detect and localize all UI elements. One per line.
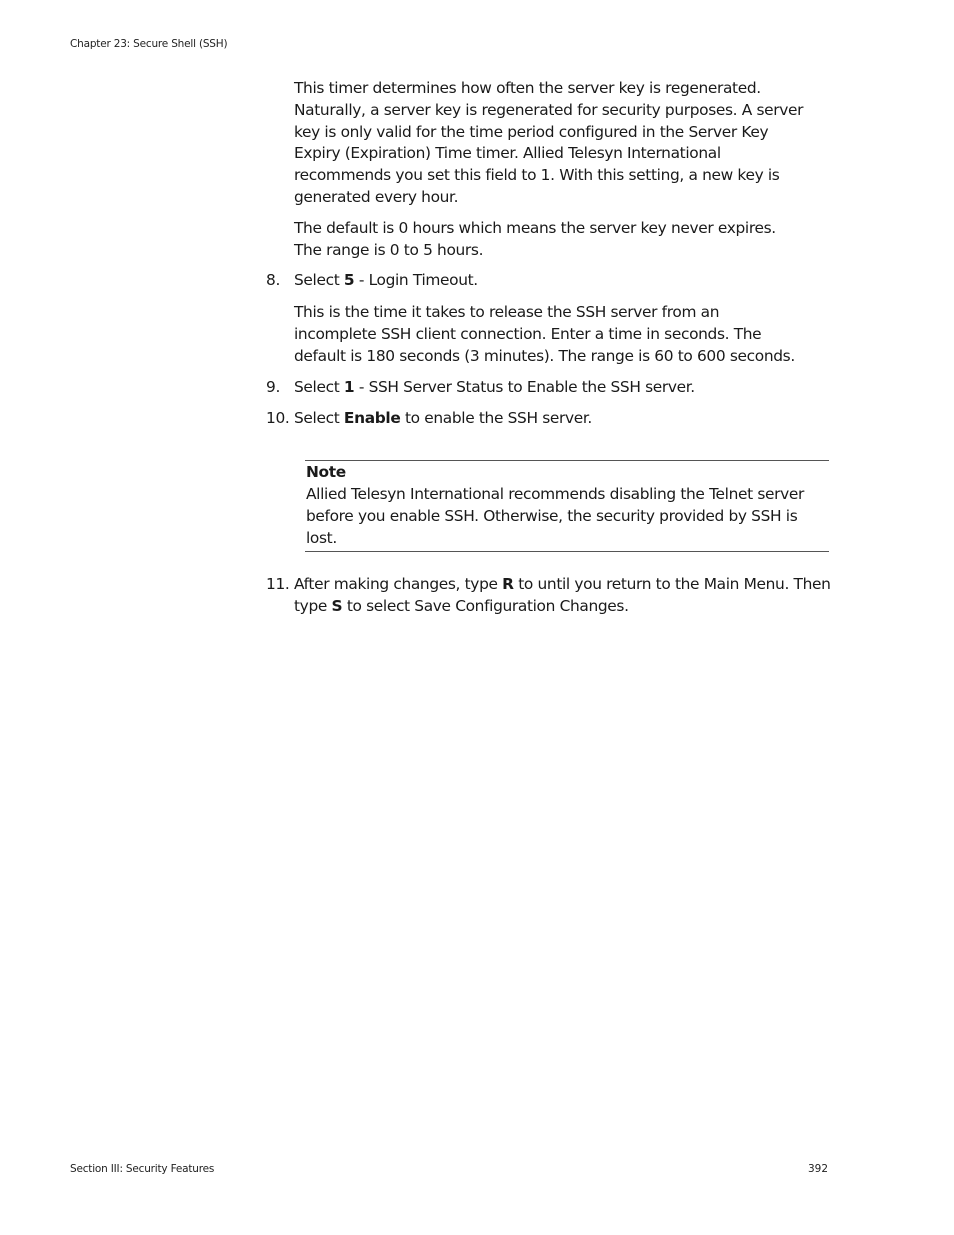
step-text-post: - Login Timeout. — [354, 271, 478, 290]
step-11 — [266, 574, 831, 618]
footer-section: Section III: Security Features — [70, 1163, 215, 1175]
note-box — [305, 460, 829, 552]
step-text — [294, 377, 831, 399]
step-8 — [266, 270, 831, 292]
step-text — [294, 270, 831, 292]
step-key: 1 — [343, 377, 355, 396]
step-text-pre: After making changes, type — [294, 575, 503, 594]
intro-paragraph-timer: This timer determines how often the server key is regenerated. Naturally, a server key is regenerated for security purposes. A server key is only valid for the time period configured in the Server Key Expiry (Expiration) Time timer. Allied Telesyn International recommends you set this field to 1. With this setting, a new key is generated every hour. — [294, 79, 804, 206]
step-text-mid: to until you return to the Main Menu. Then type — [294, 575, 831, 616]
step-text-post: to enable the SSH server. — [400, 409, 592, 428]
intro-paragraph-default: The default is 0 hours which means the server key never expires. The range is 0 to 5 hours. — [294, 218, 776, 259]
step-key: Enable — [343, 409, 401, 428]
step-text-pre: Select — [294, 377, 344, 396]
step-10 — [266, 408, 831, 430]
step-text — [294, 408, 831, 430]
page-number: 392 — [808, 1163, 829, 1175]
step-text — [294, 574, 831, 618]
step-number: 8. — [266, 271, 280, 290]
step-text-post: to select Save Configuration Changes. — [342, 597, 629, 616]
step-key-r: R — [502, 575, 514, 594]
step-key-s: S — [331, 597, 343, 616]
step-number: 10. — [266, 409, 290, 428]
step-key: 5 — [343, 271, 355, 290]
step-text-pre: Select — [294, 271, 344, 290]
note-title: Note — [306, 463, 346, 482]
step-text-post: - SSH Server Status to Enable the SSH server. — [354, 377, 695, 396]
step-number: 9. — [266, 377, 280, 396]
main-content — [266, 78, 831, 628]
step-text-pre: Select — [294, 409, 344, 428]
step-8-detail: This is the time it takes to release the SSH server from an incomplete SSH client connection. Enter a time in seconds. The default is 180 seconds (3 minutes). The range is 60 to 600 seconds. — [294, 303, 795, 365]
step-number: 11. — [266, 575, 290, 594]
step-9 — [266, 377, 831, 399]
running-header: Chapter 23: Secure Shell (SSH) — [70, 38, 228, 50]
note-text: Allied Telesyn International recommends disabling the Telnet server before you enable SSH. Otherwise, the security provided by SSH is lost. — [306, 484, 804, 547]
